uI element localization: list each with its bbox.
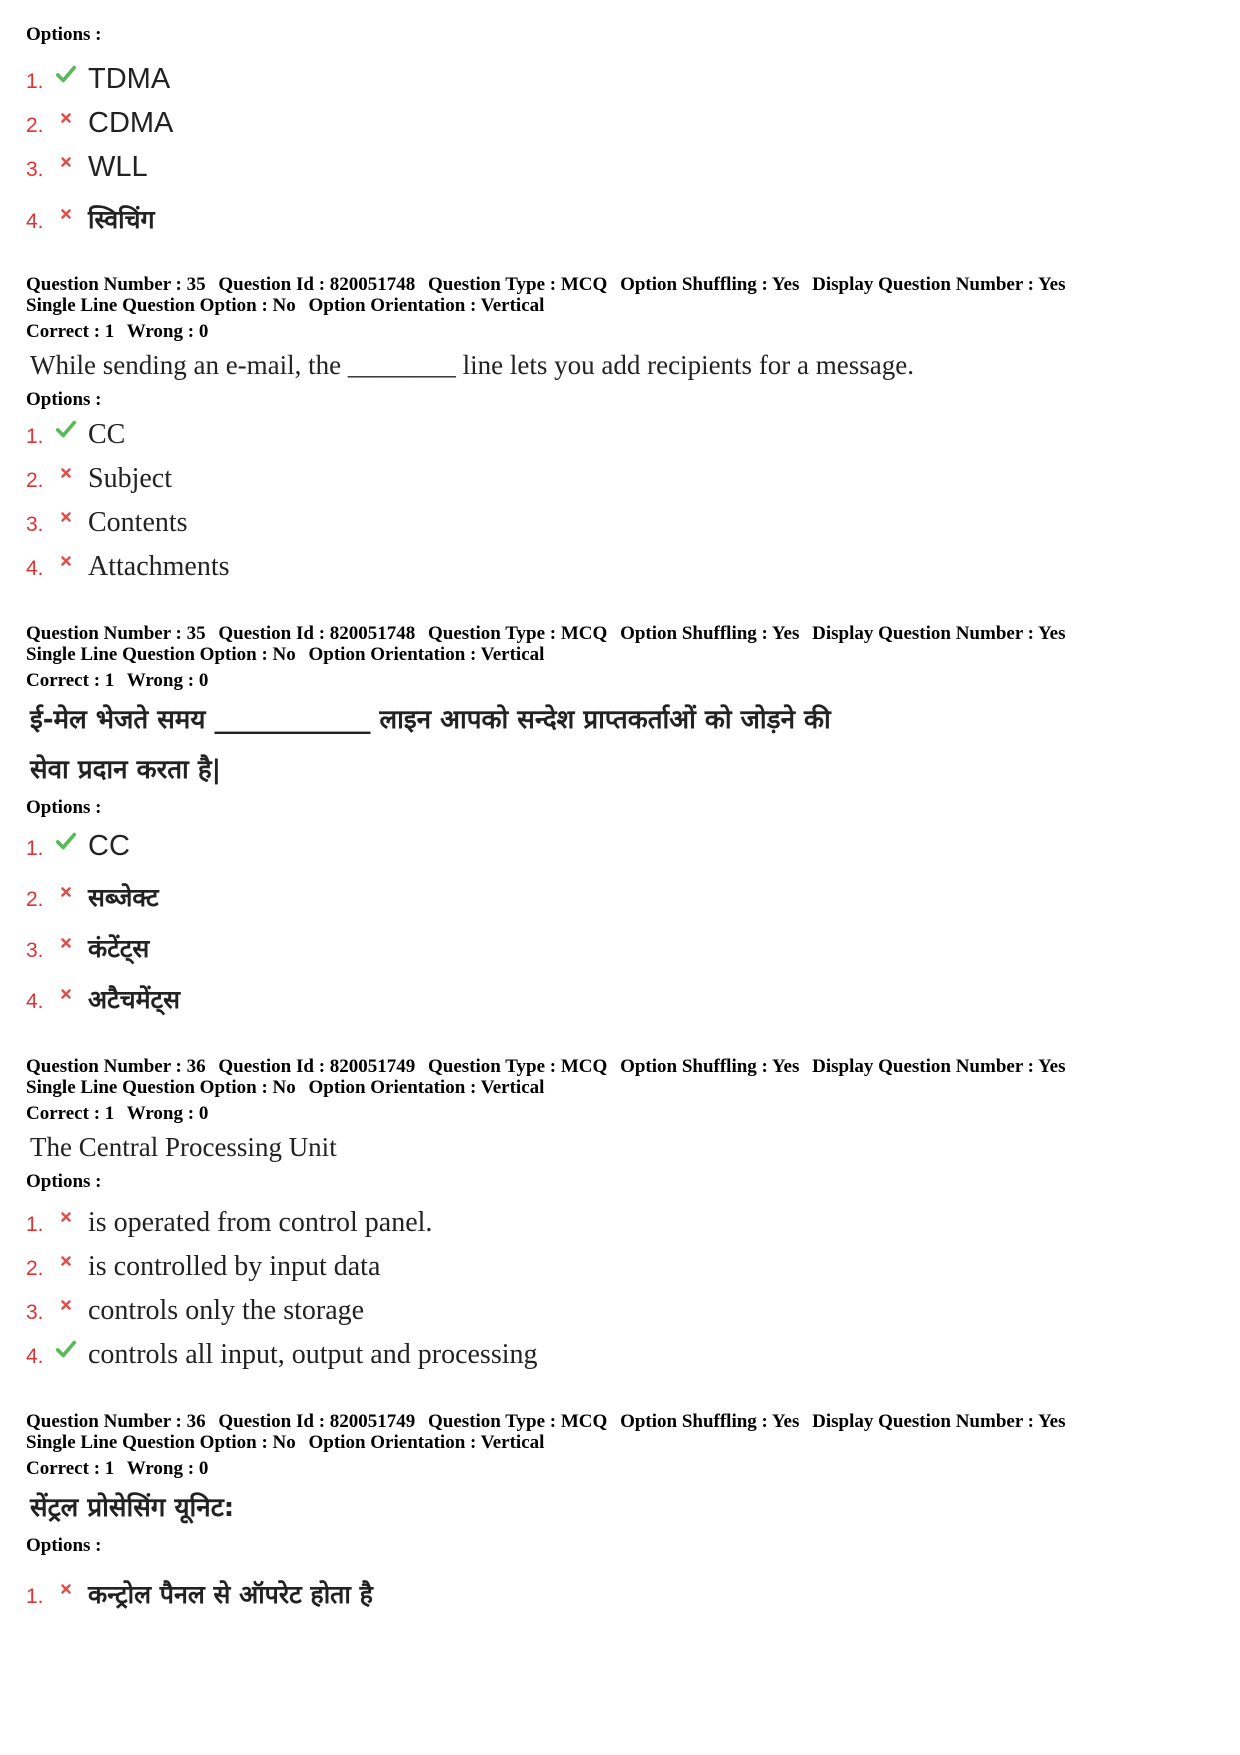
- option-3: [26, 914, 1216, 965]
- option-text: controls all input, output and processing: [88, 1339, 538, 1370]
- cross-icon: [52, 1575, 80, 1603]
- option-2: [26, 1239, 1216, 1283]
- cross-icon: [52, 1247, 80, 1275]
- option-text: controls only the storage: [88, 1295, 365, 1326]
- option-text: CC: [88, 419, 126, 450]
- question-meta-line1: [26, 1411, 1216, 1432]
- option-1: [26, 1199, 1216, 1239]
- option-text: is operated from control panel.: [88, 1207, 433, 1238]
- correct-marks: Correct : 1: [26, 321, 115, 342]
- option-orientation: Option Orientation : Vertical: [308, 1077, 545, 1098]
- single-line-option: Single Line Question Option : No: [26, 1077, 296, 1098]
- wrong-marks: Wrong : 0: [126, 670, 209, 691]
- question-meta-line3: [26, 1103, 1216, 1124]
- options-label: Options :: [26, 1535, 102, 1556]
- option-text: Attachments: [88, 551, 230, 582]
- display-question-number: Display Question Number : Yes: [812, 1411, 1066, 1432]
- option-text: अटैचमेंट्स: [88, 985, 181, 1014]
- question-meta-line2: [26, 295, 1216, 316]
- options-label: Options :: [26, 389, 102, 410]
- cross-icon: [52, 980, 80, 1008]
- option-text: कन्ट्रोल पैनल से ऑपरेट होता है: [88, 1580, 373, 1609]
- options-label: Options :: [26, 24, 102, 45]
- option-number: 4.: [26, 210, 44, 233]
- correct-marks: Correct : 1: [26, 670, 115, 691]
- option-orientation: Option Orientation : Vertical: [308, 644, 545, 665]
- cross-icon: [52, 200, 80, 228]
- question-meta-line1: [26, 274, 1216, 295]
- question-block-36-en: [26, 1056, 1216, 1371]
- option-text: CDMA: [88, 107, 174, 139]
- question-type: Question Type : MCQ: [428, 623, 608, 644]
- options-label: Options :: [26, 1171, 102, 1192]
- correct-marks: Correct : 1: [26, 1458, 115, 1479]
- question-meta-line2: [26, 1077, 1216, 1098]
- check-icon: [52, 827, 80, 855]
- option-2: [26, 96, 1216, 140]
- option-1: [26, 1563, 1216, 1611]
- display-question-number: Display Question Number : Yes: [812, 274, 1066, 295]
- cross-icon: [52, 547, 80, 575]
- question-type: Question Type : MCQ: [428, 1056, 608, 1077]
- question-number: Question Number : 36: [26, 1056, 206, 1077]
- option-2: [26, 863, 1216, 914]
- check-icon: [52, 1335, 80, 1363]
- option-text: CC: [88, 830, 130, 862]
- option-4: [26, 539, 1216, 583]
- question-meta-line1: [26, 1056, 1216, 1077]
- option-1: [26, 825, 1216, 863]
- option-3: [26, 140, 1216, 184]
- option-1: [26, 417, 1216, 451]
- option-1: [26, 52, 1216, 96]
- correct-marks: Correct : 1: [26, 1103, 115, 1124]
- option-4: [26, 1327, 1216, 1371]
- option-shuffling: Option Shuffling : Yes: [620, 1411, 800, 1432]
- single-line-option: Single Line Question Option : No: [26, 1432, 296, 1453]
- question-text: The Central Processing Unit: [30, 1132, 337, 1162]
- option-text: Contents: [88, 507, 188, 538]
- display-question-number: Display Question Number : Yes: [812, 1056, 1066, 1077]
- cross-icon: [52, 459, 80, 487]
- option-number: 3.: [26, 513, 44, 536]
- option-number: 2.: [26, 114, 44, 137]
- option-4: [26, 965, 1216, 1016]
- question-text-line2: सेवा प्रदान करता है|: [30, 755, 222, 785]
- option-number: 1.: [26, 70, 44, 93]
- cross-icon: [52, 1291, 80, 1319]
- wrong-marks: Wrong : 0: [126, 1458, 209, 1479]
- question-text-line1: ई-मेल भेजते समय ____________ लाइन आपको सन्देश प्राप्तकर्ताओं को जोड़ने की: [30, 705, 831, 735]
- question-meta-line2: [26, 644, 1216, 665]
- question-number: Question Number : 35: [26, 623, 206, 644]
- question-meta-line1: [26, 623, 1216, 644]
- document: [26, 24, 1216, 1611]
- option-orientation: Option Orientation : Vertical: [308, 295, 545, 316]
- wrong-marks: Wrong : 0: [126, 321, 209, 342]
- question-block-35-hi: [26, 623, 1216, 1016]
- option-number: 1.: [26, 1213, 44, 1236]
- question-id: Question Id : 820051748: [218, 274, 416, 295]
- question-text: [30, 695, 1216, 795]
- question-meta-line2: [26, 1432, 1216, 1453]
- cross-icon: [52, 929, 80, 957]
- option-text: TDMA: [88, 63, 171, 95]
- single-line-option: Single Line Question Option : No: [26, 295, 296, 316]
- question-type: Question Type : MCQ: [428, 1411, 608, 1432]
- option-number: 3.: [26, 939, 44, 962]
- option-orientation: Option Orientation : Vertical: [308, 1432, 545, 1453]
- cross-icon: [52, 104, 80, 132]
- option-3: [26, 495, 1216, 539]
- question-block-35-en: [26, 274, 1216, 583]
- option-text: is controlled by input data: [88, 1251, 381, 1282]
- display-question-number: Display Question Number : Yes: [812, 623, 1066, 644]
- cross-icon: [52, 503, 80, 531]
- option-number: 2.: [26, 888, 44, 911]
- question-id: Question Id : 820051749: [218, 1411, 416, 1432]
- option-text: Subject: [88, 463, 172, 494]
- option-text: स्विचिंग: [88, 205, 155, 234]
- question-block-top: [26, 24, 1216, 236]
- option-text: WLL: [88, 151, 148, 183]
- question-meta-line3: [26, 321, 1216, 342]
- option-text: कंटेंट्स: [88, 934, 150, 963]
- option-number: 3.: [26, 158, 44, 181]
- option-2: [26, 451, 1216, 495]
- question-number: Question Number : 35: [26, 274, 206, 295]
- question-type: Question Type : MCQ: [428, 274, 608, 295]
- option-number: 4.: [26, 990, 44, 1013]
- option-number: 4.: [26, 557, 44, 580]
- question-block-36-hi: [26, 1411, 1216, 1611]
- option-number: 4.: [26, 1345, 44, 1368]
- cross-icon: [52, 148, 80, 176]
- check-icon: [52, 60, 80, 88]
- option-shuffling: Option Shuffling : Yes: [620, 623, 800, 644]
- wrong-marks: Wrong : 0: [126, 1103, 209, 1124]
- option-3: [26, 1283, 1216, 1327]
- check-icon: [52, 415, 80, 443]
- option-number: 3.: [26, 1301, 44, 1324]
- option-shuffling: Option Shuffling : Yes: [620, 274, 800, 295]
- options-label: Options :: [26, 797, 102, 818]
- single-line-option: Single Line Question Option : No: [26, 644, 296, 665]
- question-meta-line3: [26, 670, 1216, 691]
- option-number: 1.: [26, 425, 44, 448]
- option-text: सब्जेक्ट: [88, 883, 159, 912]
- option-number: 1.: [26, 1585, 44, 1608]
- cross-icon: [52, 1203, 80, 1231]
- option-4: [26, 184, 1216, 236]
- option-number: 2.: [26, 469, 44, 492]
- question-text: While sending an e-mail, the ________ line lets you add recipients for a message.: [30, 350, 914, 380]
- option-shuffling: Option Shuffling : Yes: [620, 1056, 800, 1077]
- question-meta-line3: [26, 1458, 1216, 1479]
- question-number: Question Number : 36: [26, 1411, 206, 1432]
- option-number: 2.: [26, 1257, 44, 1280]
- option-number: 1.: [26, 837, 44, 860]
- question-id: Question Id : 820051748: [218, 623, 416, 644]
- question-id: Question Id : 820051749: [218, 1056, 416, 1077]
- question-text: सेंट्रल प्रोसेसिंग यूनिट:: [30, 1493, 235, 1523]
- cross-icon: [52, 878, 80, 906]
